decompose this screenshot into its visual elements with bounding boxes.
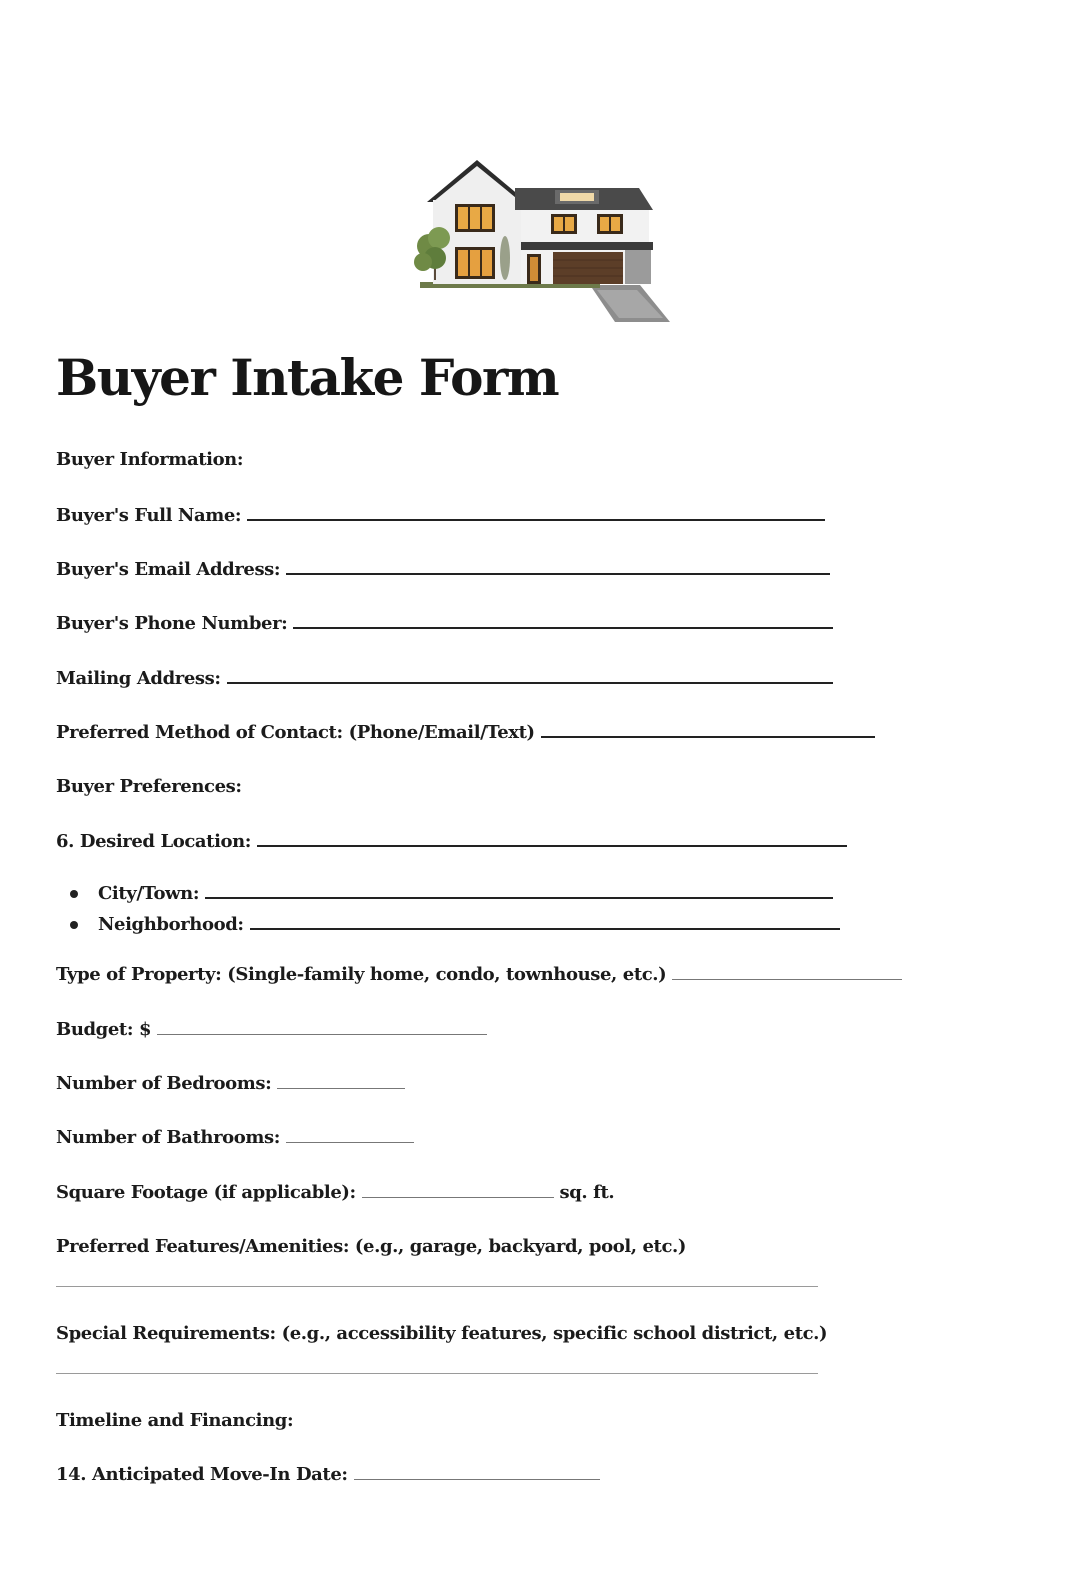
special-requirements-blank[interactable]	[56, 1373, 818, 1374]
neighborhood-field[interactable]	[98, 912, 840, 937]
contact-method-blank[interactable]	[541, 720, 875, 738]
neighborhood-label: Neighborhood:	[98, 914, 244, 935]
bullet-icon	[70, 921, 78, 929]
desired-location-blank[interactable]	[257, 829, 847, 847]
mailing-address-label: Mailing Address:	[56, 668, 221, 689]
mailing-address-field[interactable]	[56, 666, 833, 691]
square-footage-field[interactable]	[56, 1181, 614, 1205]
email-label: Buyer's Email Address:	[56, 559, 281, 580]
email-blank[interactable]	[286, 557, 830, 575]
bedrooms-field[interactable]	[56, 1072, 405, 1096]
phone-blank[interactable]	[293, 611, 833, 629]
neighborhood-blank[interactable]	[250, 912, 840, 930]
email-field[interactable]	[56, 557, 830, 582]
house-illustration	[405, 150, 675, 330]
budget-field[interactable]	[56, 1018, 487, 1042]
move-in-date-field[interactable]	[56, 1463, 600, 1487]
desired-location-label: 6. Desired Location:	[56, 831, 252, 852]
section-buyer-preferences: Buyer Preferences:	[56, 776, 242, 797]
square-footage-blank[interactable]	[362, 1181, 554, 1198]
bathrooms-label: Number of Bathrooms:	[56, 1127, 280, 1148]
full-name-label: Buyer's Full Name:	[56, 505, 242, 526]
full-name-field[interactable]	[56, 503, 825, 528]
phone-label: Buyer's Phone Number:	[56, 613, 288, 634]
property-type-label: Type of Property: (Single-family home, condo, townhouse, etc.)	[56, 964, 667, 985]
section-timeline-financing: Timeline and Financing:	[56, 1410, 294, 1431]
square-footage-label: Square Footage (if applicable):	[56, 1182, 356, 1203]
desired-location-field[interactable]	[56, 829, 847, 854]
form-title: Buyer Intake Form	[56, 348, 559, 407]
move-in-date-blank[interactable]	[354, 1463, 600, 1480]
city-town-field[interactable]	[98, 881, 833, 906]
features-blank[interactable]	[56, 1286, 818, 1287]
property-type-blank[interactable]	[672, 963, 902, 980]
full-name-blank[interactable]	[247, 503, 825, 521]
bedrooms-label: Number of Bedrooms:	[56, 1073, 272, 1094]
budget-label: Budget: $	[56, 1019, 152, 1040]
bedrooms-blank[interactable]	[277, 1072, 405, 1089]
bullet-icon	[70, 890, 78, 898]
bathrooms-blank[interactable]	[286, 1126, 414, 1143]
contact-method-label: Preferred Method of Contact: (Phone/Email/Text)	[56, 722, 535, 743]
section-buyer-information: Buyer Information:	[56, 449, 244, 470]
city-town-blank[interactable]	[205, 881, 833, 899]
phone-field[interactable]	[56, 611, 833, 636]
bathrooms-field[interactable]	[56, 1126, 414, 1150]
mailing-address-blank[interactable]	[227, 666, 833, 684]
city-town-label: City/Town:	[98, 883, 200, 904]
special-requirements-label: Special Requirements: (e.g., accessibility features, specific school district, etc.)	[56, 1323, 828, 1344]
property-type-field[interactable]	[56, 963, 902, 987]
square-footage-unit: sq. ft.	[559, 1182, 615, 1203]
features-label: Preferred Features/Amenities: (e.g., garage, backyard, pool, etc.)	[56, 1236, 687, 1257]
move-in-date-label: 14. Anticipated Move-In Date:	[56, 1464, 348, 1485]
budget-blank[interactable]	[157, 1018, 487, 1035]
contact-method-field[interactable]	[56, 720, 875, 745]
